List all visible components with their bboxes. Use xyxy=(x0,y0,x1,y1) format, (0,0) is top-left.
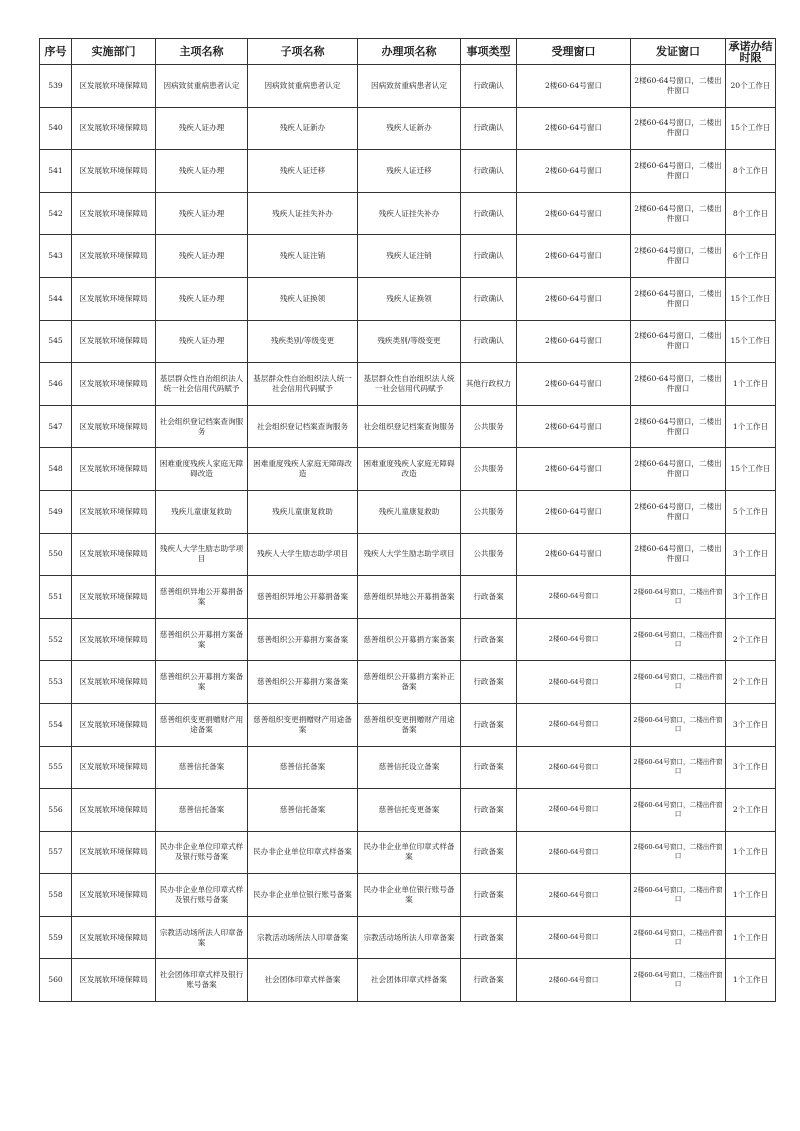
cell-handling-item: 残疾人证换领 xyxy=(358,277,461,320)
cell-acceptance-window: 2楼60-64号窗口 xyxy=(517,490,631,533)
cell-acceptance-window: 2楼60-64号窗口 xyxy=(517,874,631,917)
cell-acceptance-window: 2楼60-64号窗口 xyxy=(517,192,631,235)
cell-main-item: 慈善组织变更捐赠财产用途备案 xyxy=(156,703,248,746)
cell-item-type: 行政确认 xyxy=(461,65,517,108)
cell-index: 558 xyxy=(40,874,72,917)
cell-item-type: 公共服务 xyxy=(461,490,517,533)
cell-department: 区发展软环境保障局 xyxy=(72,831,156,874)
cell-time-limit: 3个工作日 xyxy=(726,576,776,619)
table-row xyxy=(40,576,776,619)
table-row xyxy=(40,448,776,491)
cell-index: 549 xyxy=(40,490,72,533)
cell-item-type: 行政确认 xyxy=(461,107,517,150)
cell-certificate-window: 2楼60-64号窗口，二楼出件窗口 xyxy=(631,533,726,576)
cell-index: 552 xyxy=(40,618,72,661)
col-header-acceptance-window: 受理窗口 xyxy=(517,39,631,65)
col-header-index: 序号 xyxy=(40,39,72,65)
table-row xyxy=(40,789,776,832)
cell-sub-item: 慈善组织公开募捐方案备案 xyxy=(248,661,358,704)
col-header-department: 实施部门 xyxy=(72,39,156,65)
cell-item-type: 公共服务 xyxy=(461,448,517,491)
cell-main-item: 残疾人证办理 xyxy=(156,320,248,363)
cell-main-item: 慈善组织公开募捐方案备案 xyxy=(156,661,248,704)
cell-handling-item: 残疾人证迁移 xyxy=(358,150,461,193)
table-row xyxy=(40,831,776,874)
cell-main-item: 民办非企业单位印章式样及银行账号备案 xyxy=(156,874,248,917)
cell-handling-item: 残疾人大学生励志助学项目 xyxy=(358,533,461,576)
cell-index: 559 xyxy=(40,916,72,959)
cell-main-item: 慈善组织公开募捐方案备案 xyxy=(156,618,248,661)
table-row xyxy=(40,277,776,320)
cell-department: 区发展软环境保障局 xyxy=(72,320,156,363)
cell-certificate-window: 2楼60-64号窗口，二楼出件窗口 xyxy=(631,959,726,1002)
table-row xyxy=(40,320,776,363)
cell-index: 556 xyxy=(40,789,72,832)
cell-certificate-window: 2楼60-64号窗口，二楼出件窗口 xyxy=(631,916,726,959)
cell-sub-item: 残疾人证注销 xyxy=(248,235,358,278)
cell-handling-item: 民办非企业单位印章式样备案 xyxy=(358,831,461,874)
cell-department: 区发展软环境保障局 xyxy=(72,576,156,619)
cell-acceptance-window: 2楼60-64号窗口 xyxy=(517,576,631,619)
cell-time-limit: 15个工作日 xyxy=(726,448,776,491)
cell-department: 区发展软环境保障局 xyxy=(72,192,156,235)
cell-main-item: 民办非企业单位印章式样及银行账号备案 xyxy=(156,831,248,874)
cell-sub-item: 基层群众性自治组织法人统一社会信用代码赋予 xyxy=(248,363,358,406)
document-page xyxy=(39,38,776,1002)
cell-index: 546 xyxy=(40,363,72,406)
cell-time-limit: 3个工作日 xyxy=(726,746,776,789)
cell-certificate-window: 2楼60-64号窗口，二楼出件窗口 xyxy=(631,576,726,619)
cell-item-type: 行政确认 xyxy=(461,192,517,235)
cell-certificate-window: 2楼60-64号窗口，二楼出件窗口 xyxy=(631,107,726,150)
cell-index: 547 xyxy=(40,405,72,448)
table-row xyxy=(40,490,776,533)
cell-acceptance-window: 2楼60-64号窗口 xyxy=(517,107,631,150)
col-header-sub-item: 子项名称 xyxy=(248,39,358,65)
cell-time-limit: 6个工作日 xyxy=(726,235,776,278)
cell-main-item: 残疾人证办理 xyxy=(156,192,248,235)
cell-acceptance-window: 2楼60-64号窗口 xyxy=(517,746,631,789)
cell-acceptance-window: 2楼60-64号窗口 xyxy=(517,661,631,704)
table-row xyxy=(40,533,776,576)
service-items-table xyxy=(39,38,776,1002)
cell-main-item: 因病致贫重病患者认定 xyxy=(156,65,248,108)
table-row xyxy=(40,661,776,704)
cell-main-item: 残疾人证办理 xyxy=(156,235,248,278)
cell-certificate-window: 2楼60-64号窗口，二楼出件窗口 xyxy=(631,405,726,448)
cell-acceptance-window: 2楼60-64号窗口 xyxy=(517,235,631,278)
cell-department: 区发展软环境保障局 xyxy=(72,363,156,406)
cell-certificate-window: 2楼60-64号窗口，二楼出件窗口 xyxy=(631,448,726,491)
cell-sub-item: 社会组织登记档案查询服务 xyxy=(248,405,358,448)
cell-item-type: 行政确认 xyxy=(461,320,517,363)
table-row xyxy=(40,618,776,661)
table-row xyxy=(40,959,776,1002)
cell-certificate-window: 2楼60-64号窗口，二楼出件窗口 xyxy=(631,150,726,193)
cell-sub-item: 困难重度残疾人家庭无障碍改造 xyxy=(248,448,358,491)
cell-acceptance-window: 2楼60-64号窗口 xyxy=(517,405,631,448)
table-row xyxy=(40,405,776,448)
cell-item-type: 行政确认 xyxy=(461,235,517,278)
cell-index: 540 xyxy=(40,107,72,150)
col-header-certificate-window: 发证窗口 xyxy=(631,39,726,65)
cell-item-type: 行政备案 xyxy=(461,789,517,832)
cell-department: 区发展软环境保障局 xyxy=(72,405,156,448)
col-header-main-item: 主项名称 xyxy=(156,39,248,65)
cell-acceptance-window: 2楼60-64号窗口 xyxy=(517,277,631,320)
table-header-row xyxy=(40,39,776,65)
cell-time-limit: 5个工作日 xyxy=(726,490,776,533)
cell-certificate-window: 2楼60-64号窗口，二楼出件窗口 xyxy=(631,746,726,789)
cell-time-limit: 20个工作日 xyxy=(726,65,776,108)
cell-sub-item: 慈善组织公开募捐方案备案 xyxy=(248,618,358,661)
cell-acceptance-window: 2楼60-64号窗口 xyxy=(517,533,631,576)
cell-handling-item: 慈善组织公开募捐方案补正备案 xyxy=(358,661,461,704)
cell-item-type: 行政备案 xyxy=(461,661,517,704)
cell-item-type: 公共服务 xyxy=(461,405,517,448)
cell-item-type: 行政备案 xyxy=(461,959,517,1002)
cell-handling-item: 慈善信托变更备案 xyxy=(358,789,461,832)
cell-sub-item: 慈善信托备案 xyxy=(248,746,358,789)
cell-certificate-window: 2楼60-64号窗口，二楼出件窗口 xyxy=(631,235,726,278)
cell-index: 554 xyxy=(40,703,72,746)
cell-certificate-window: 2楼60-64号窗口，二楼出件窗口 xyxy=(631,490,726,533)
table-row xyxy=(40,363,776,406)
cell-index: 542 xyxy=(40,192,72,235)
cell-sub-item: 残疾人证新办 xyxy=(248,107,358,150)
cell-handling-item: 基层群众性自治组织法人统一社会信用代码赋予 xyxy=(358,363,461,406)
cell-department: 区发展软环境保障局 xyxy=(72,235,156,278)
cell-sub-item: 民办非企业单位银行账号备案 xyxy=(248,874,358,917)
cell-sub-item: 残疾儿童康复救助 xyxy=(248,490,358,533)
cell-acceptance-window: 2楼60-64号窗口 xyxy=(517,618,631,661)
table-row xyxy=(40,746,776,789)
cell-item-type: 行政备案 xyxy=(461,916,517,959)
cell-sub-item: 残疾人证迁移 xyxy=(248,150,358,193)
cell-certificate-window: 2楼60-64号窗口，二楼出件窗口 xyxy=(631,874,726,917)
table-row xyxy=(40,150,776,193)
cell-time-limit: 2个工作日 xyxy=(726,618,776,661)
cell-handling-item: 慈善组织变更捐赠财产用途备案 xyxy=(358,703,461,746)
cell-department: 区发展软环境保障局 xyxy=(72,789,156,832)
cell-main-item: 残疾人证办理 xyxy=(156,277,248,320)
cell-department: 区发展软环境保障局 xyxy=(72,150,156,193)
cell-item-type: 行政备案 xyxy=(461,618,517,661)
cell-sub-item: 慈善组织变更捐赠财产用途备案 xyxy=(248,703,358,746)
cell-time-limit: 1个工作日 xyxy=(726,959,776,1002)
cell-handling-item: 社会团体印章式样备案 xyxy=(358,959,461,1002)
cell-sub-item: 慈善组织异地公开募捐备案 xyxy=(248,576,358,619)
cell-index: 543 xyxy=(40,235,72,278)
cell-main-item: 社会组织登记档案查询服务 xyxy=(156,405,248,448)
cell-acceptance-window: 2楼60-64号窗口 xyxy=(517,703,631,746)
cell-handling-item: 残疾人证注销 xyxy=(358,235,461,278)
cell-sub-item: 残疾人证挂失补办 xyxy=(248,192,358,235)
cell-index: 539 xyxy=(40,65,72,108)
cell-main-item: 残疾人大学生励志助学项目 xyxy=(156,533,248,576)
cell-main-item: 慈善信托备案 xyxy=(156,789,248,832)
cell-item-type: 行政备案 xyxy=(461,746,517,789)
cell-time-limit: 15个工作日 xyxy=(726,277,776,320)
cell-handling-item: 慈善组织公开募捐方案备案 xyxy=(358,618,461,661)
cell-time-limit: 1个工作日 xyxy=(726,831,776,874)
cell-main-item: 宗教活动场所法人印章备案 xyxy=(156,916,248,959)
cell-certificate-window: 2楼60-64号窗口，二楼出件窗口 xyxy=(631,277,726,320)
cell-item-type: 公共服务 xyxy=(461,533,517,576)
cell-sub-item: 民办非企业单位印章式样备案 xyxy=(248,831,358,874)
cell-time-limit: 8个工作日 xyxy=(726,150,776,193)
cell-sub-item: 残疾人大学生励志助学项目 xyxy=(248,533,358,576)
cell-department: 区发展软环境保障局 xyxy=(72,661,156,704)
cell-main-item: 困难重度残疾人家庭无障碍改造 xyxy=(156,448,248,491)
table-row xyxy=(40,192,776,235)
cell-acceptance-window: 2楼60-64号窗口 xyxy=(517,959,631,1002)
cell-sub-item: 慈善信托备案 xyxy=(248,789,358,832)
cell-handling-item: 残疾类别/等级变更 xyxy=(358,320,461,363)
cell-item-type: 行政确认 xyxy=(461,277,517,320)
cell-handling-item: 慈善信托设立备案 xyxy=(358,746,461,789)
cell-acceptance-window: 2楼60-64号窗口 xyxy=(517,789,631,832)
cell-index: 555 xyxy=(40,746,72,789)
cell-department: 区发展软环境保障局 xyxy=(72,874,156,917)
cell-department: 区发展软环境保障局 xyxy=(72,746,156,789)
cell-certificate-window: 2楼60-64号窗口，二楼出件窗口 xyxy=(631,831,726,874)
cell-time-limit: 2个工作日 xyxy=(726,661,776,704)
cell-main-item: 残疾儿童康复救助 xyxy=(156,490,248,533)
cell-main-item: 慈善组织异地公开募捐备案 xyxy=(156,576,248,619)
cell-time-limit: 1个工作日 xyxy=(726,916,776,959)
cell-handling-item: 社会组织登记档案查询服务 xyxy=(358,405,461,448)
cell-time-limit: 1个工作日 xyxy=(726,363,776,406)
cell-time-limit: 1个工作日 xyxy=(726,874,776,917)
cell-department: 区发展软环境保障局 xyxy=(72,959,156,1002)
col-header-item-type: 事项类型 xyxy=(461,39,517,65)
cell-sub-item: 残疾类别/等级变更 xyxy=(248,320,358,363)
cell-department: 区发展软环境保障局 xyxy=(72,533,156,576)
cell-department: 区发展软环境保障局 xyxy=(72,107,156,150)
cell-certificate-window: 2楼60-64号窗口，二楼出件窗口 xyxy=(631,320,726,363)
cell-certificate-window: 2楼60-64号窗口，二楼出件窗口 xyxy=(631,618,726,661)
cell-index: 545 xyxy=(40,320,72,363)
cell-time-limit: 1个工作日 xyxy=(726,405,776,448)
cell-time-limit: 15个工作日 xyxy=(726,107,776,150)
cell-acceptance-window: 2楼60-64号窗口 xyxy=(517,831,631,874)
cell-acceptance-window: 2楼60-64号窗口 xyxy=(517,65,631,108)
cell-sub-item: 社会团体印章式样备案 xyxy=(248,959,358,1002)
cell-time-limit: 3个工作日 xyxy=(726,703,776,746)
cell-item-type: 行政确认 xyxy=(461,150,517,193)
cell-handling-item: 慈善组织异地公开募捐备案 xyxy=(358,576,461,619)
cell-certificate-window: 2楼60-64号窗口，二楼出件窗口 xyxy=(631,65,726,108)
table-row xyxy=(40,874,776,917)
cell-main-item: 社会团体印章式样及银行账号备案 xyxy=(156,959,248,1002)
cell-index: 544 xyxy=(40,277,72,320)
cell-item-type: 其他行政权力 xyxy=(461,363,517,406)
cell-certificate-window: 2楼60-64号窗口，二楼出件窗口 xyxy=(631,703,726,746)
cell-time-limit: 8个工作日 xyxy=(726,192,776,235)
table-row xyxy=(40,107,776,150)
cell-index: 541 xyxy=(40,150,72,193)
cell-handling-item: 因病致贫重病患者认定 xyxy=(358,65,461,108)
cell-time-limit: 3个工作日 xyxy=(726,533,776,576)
cell-acceptance-window: 2楼60-64号窗口 xyxy=(517,363,631,406)
cell-main-item: 基层群众性自治组织法人统一社会信用代码赋予 xyxy=(156,363,248,406)
cell-handling-item: 残疾人证新办 xyxy=(358,107,461,150)
cell-certificate-window: 2楼60-64号窗口，二楼出件窗口 xyxy=(631,363,726,406)
table-row xyxy=(40,235,776,278)
table-body xyxy=(40,65,776,1002)
cell-main-item: 残疾人证办理 xyxy=(156,150,248,193)
cell-main-item: 慈善信托备案 xyxy=(156,746,248,789)
cell-handling-item: 残疾儿童康复救助 xyxy=(358,490,461,533)
table-row xyxy=(40,703,776,746)
cell-department: 区发展软环境保障局 xyxy=(72,916,156,959)
cell-index: 557 xyxy=(40,831,72,874)
cell-index: 560 xyxy=(40,959,72,1002)
cell-item-type: 行政备案 xyxy=(461,831,517,874)
cell-main-item: 残疾人证办理 xyxy=(156,107,248,150)
cell-acceptance-window: 2楼60-64号窗口 xyxy=(517,320,631,363)
cell-department: 区发展软环境保障局 xyxy=(72,277,156,320)
cell-time-limit: 15个工作日 xyxy=(726,320,776,363)
col-header-time-limit: 承诺办结时限 xyxy=(726,39,776,65)
table-row xyxy=(40,916,776,959)
cell-index: 553 xyxy=(40,661,72,704)
cell-department: 区发展软环境保障局 xyxy=(72,448,156,491)
cell-acceptance-window: 2楼60-64号窗口 xyxy=(517,448,631,491)
col-header-handling-item: 办理项名称 xyxy=(358,39,461,65)
cell-handling-item: 困难重度残疾人家庭无障碍改造 xyxy=(358,448,461,491)
cell-item-type: 行政备案 xyxy=(461,874,517,917)
cell-handling-item: 残疾人证挂失补办 xyxy=(358,192,461,235)
cell-handling-item: 民办非企业单位银行账号备案 xyxy=(358,874,461,917)
cell-certificate-window: 2楼60-64号窗口，二楼出件窗口 xyxy=(631,789,726,832)
cell-acceptance-window: 2楼60-64号窗口 xyxy=(517,916,631,959)
cell-index: 550 xyxy=(40,533,72,576)
cell-certificate-window: 2楼60-64号窗口，二楼出件窗口 xyxy=(631,192,726,235)
table-row xyxy=(40,65,776,108)
cell-department: 区发展软环境保障局 xyxy=(72,490,156,533)
cell-time-limit: 2个工作日 xyxy=(726,789,776,832)
cell-sub-item: 残疾人证换领 xyxy=(248,277,358,320)
cell-certificate-window: 2楼60-64号窗口，二楼出件窗口 xyxy=(631,661,726,704)
cell-department: 区发展软环境保障局 xyxy=(72,65,156,108)
cell-department: 区发展软环境保障局 xyxy=(72,618,156,661)
cell-index: 551 xyxy=(40,576,72,619)
cell-acceptance-window: 2楼60-64号窗口 xyxy=(517,150,631,193)
cell-handling-item: 宗教活动场所法人印章备案 xyxy=(358,916,461,959)
cell-department: 区发展软环境保障局 xyxy=(72,703,156,746)
cell-index: 548 xyxy=(40,448,72,491)
cell-item-type: 行政备案 xyxy=(461,576,517,619)
cell-sub-item: 宗教活动场所法人印章备案 xyxy=(248,916,358,959)
cell-item-type: 行政备案 xyxy=(461,703,517,746)
cell-sub-item: 因病致贫重病患者认定 xyxy=(248,65,358,108)
